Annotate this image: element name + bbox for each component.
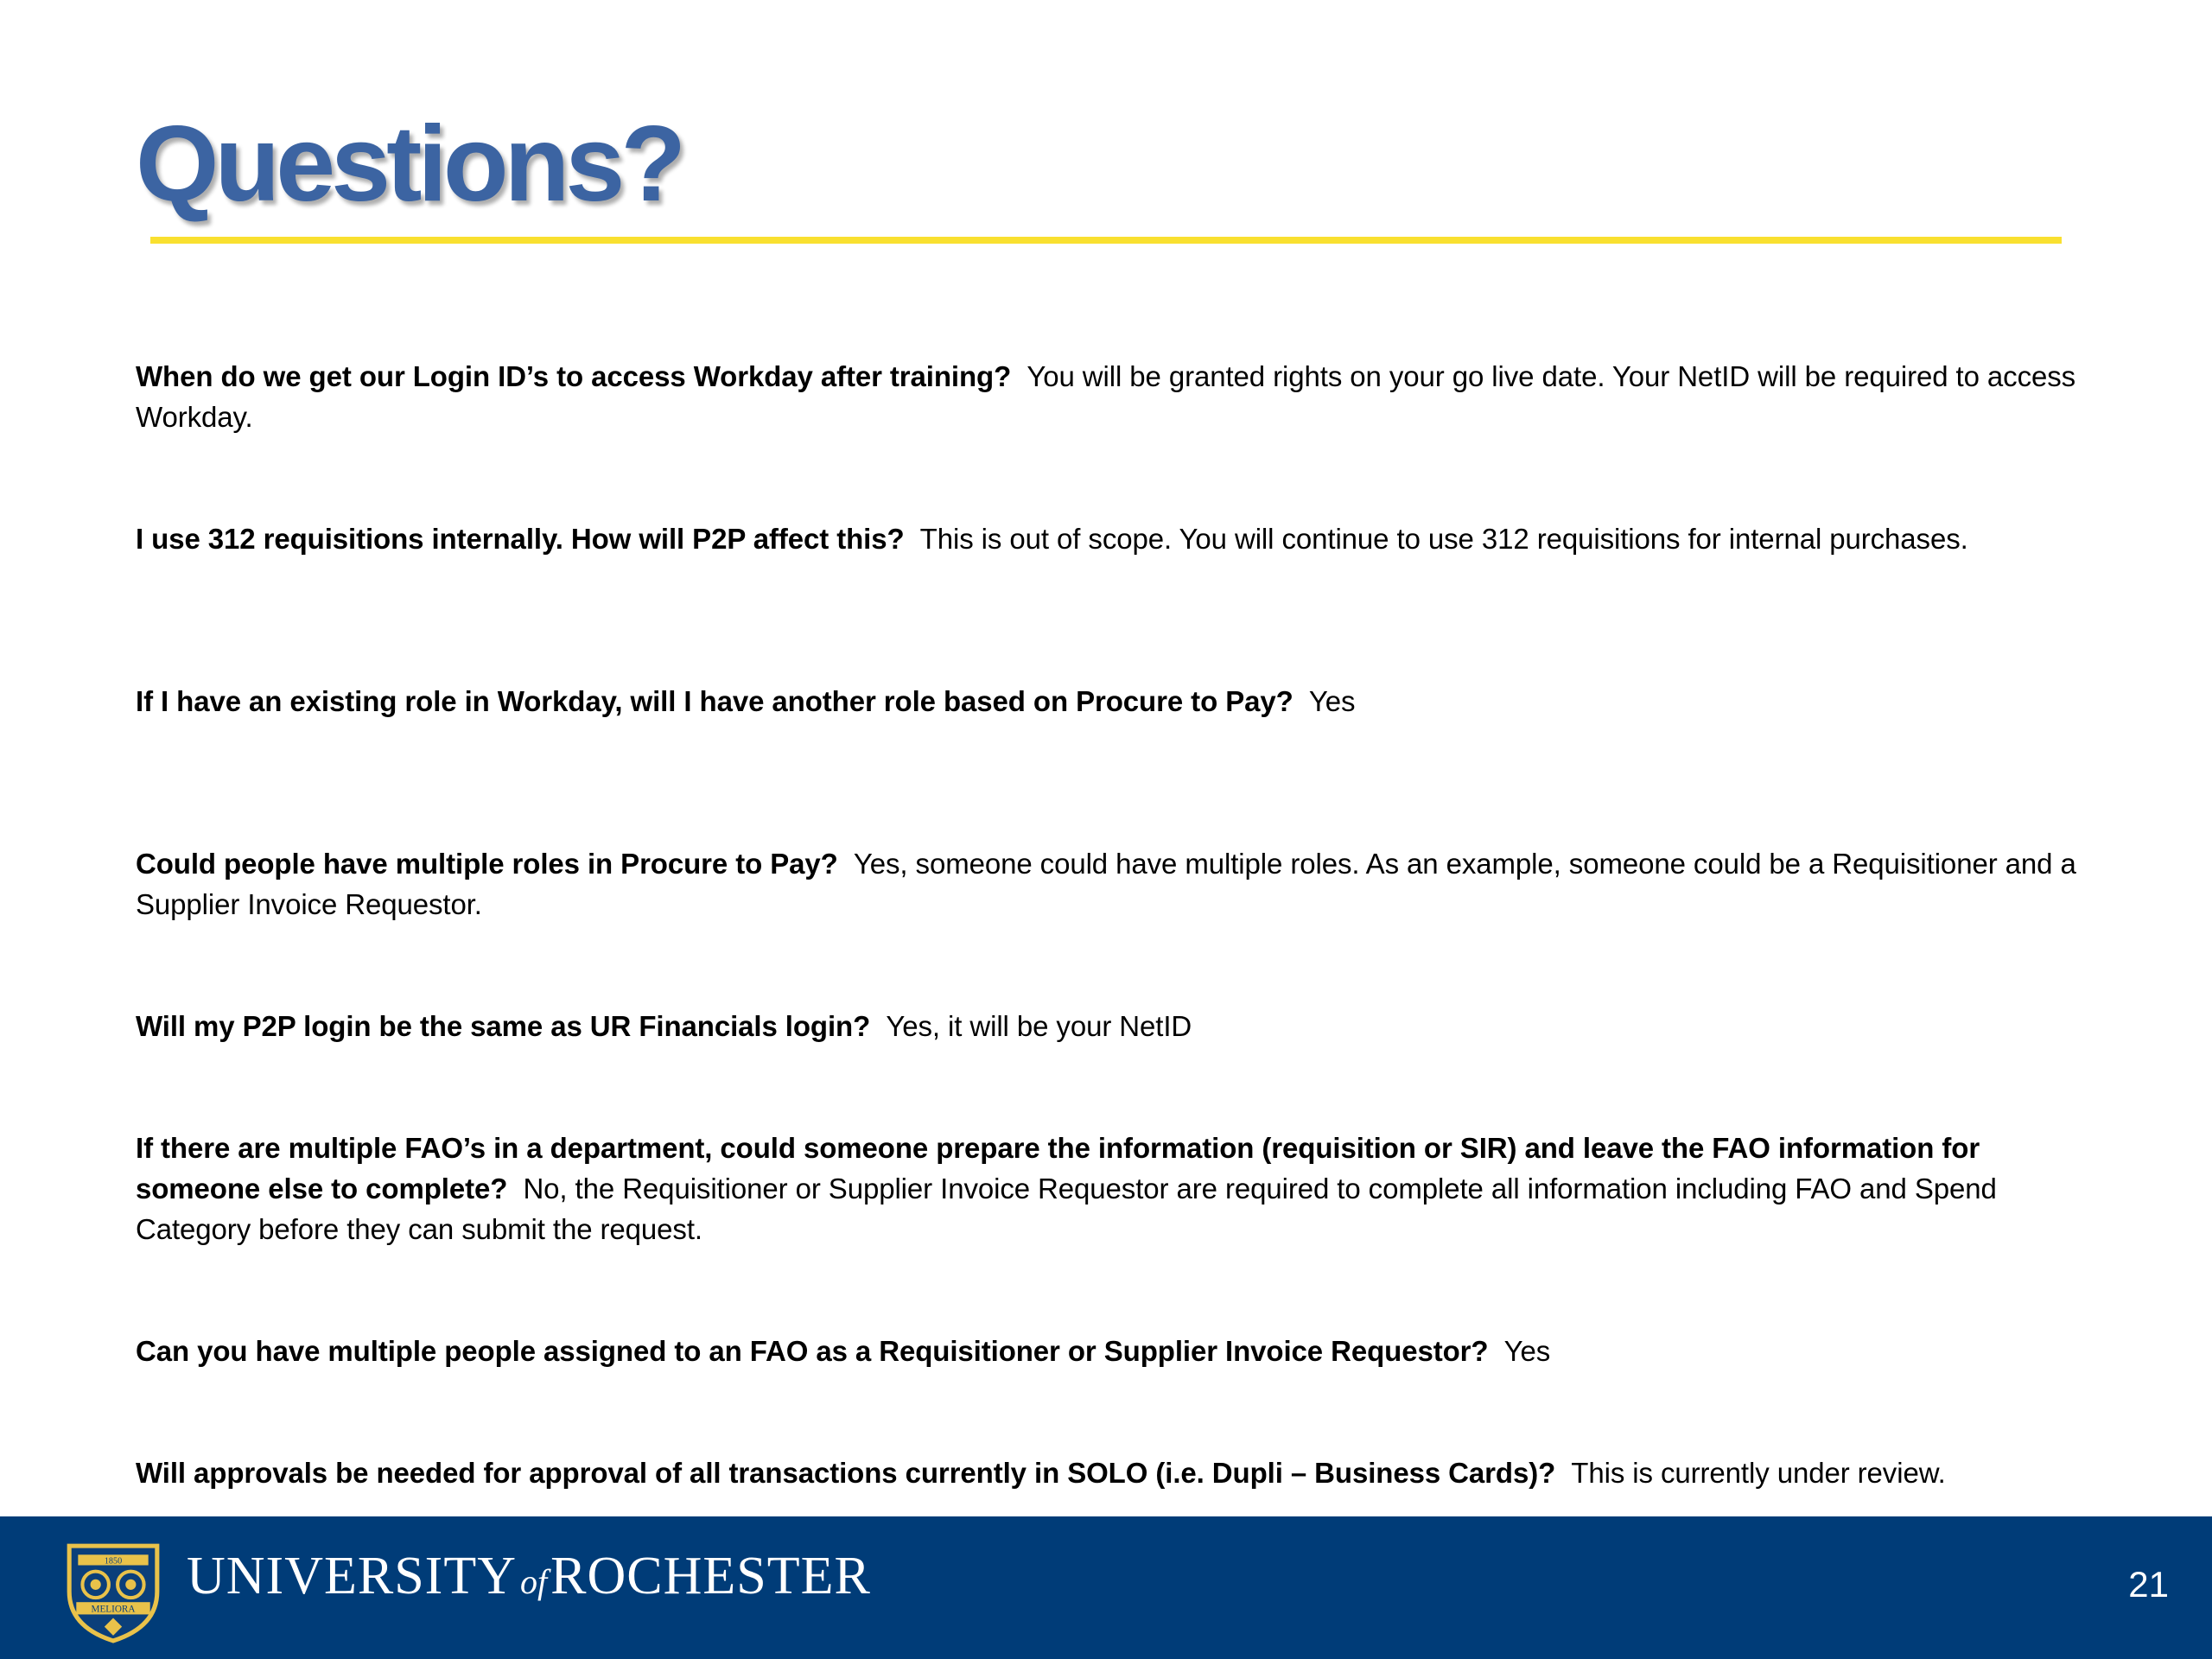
- qa-question: If there are multiple FAO’s in a department, could someone prepare the information (requisition or SIR) and leave the FAO information for someone else to complete?: [136, 1132, 1980, 1205]
- qa-question: Will my P2P login be the same as UR Financials login?: [136, 1010, 871, 1042]
- qa-item-multiple-fao: [136, 1128, 2090, 1249]
- university-seal-icon: [60, 1539, 166, 1644]
- wordmark-university: UNIVERSITY: [187, 1547, 517, 1605]
- qa-answer: Yes: [1503, 1335, 1551, 1367]
- qa-question: Will approvals be needed for approval of all transactions currently in SOLO (i.e. Dupli – Business Cards)?: [136, 1457, 1556, 1489]
- qa-answer: You will be granted rights on your go live date. Your NetID will be required to access Workday.: [136, 360, 2076, 433]
- svg-text:MELIORA: MELIORA: [91, 1604, 136, 1615]
- qa-question: Could people have multiple roles in Procure to Pay?: [136, 848, 838, 880]
- qa-question: I use 312 requisitions internally. How will P2P affect this?: [136, 523, 905, 555]
- qa-item-existing-role: [136, 681, 2090, 721]
- svg-text:1850: 1850: [104, 1556, 123, 1567]
- qa-answer: No, the Requisitioner or Supplier Invoice Requestor are required to complete all information including FAO and Spend Category before they can submit the request.: [136, 1173, 1997, 1245]
- qa-item-312-requisitions: [136, 518, 2090, 559]
- qa-answer: This is currently under review.: [1571, 1457, 1946, 1489]
- qa-answer: This is out of scope. You will continue to use 312 requisitions for internal purchases.: [919, 523, 1968, 555]
- qa-question: When do we get our Login ID’s to access Workday after training?: [136, 360, 1012, 392]
- qa-item-multiple-roles: [136, 843, 2090, 925]
- qa-item-multiple-people: [136, 1331, 2090, 1371]
- footer-bar: [0, 1516, 2212, 1659]
- slide-title: Questions?: [136, 105, 683, 224]
- qa-answer: Yes: [1308, 685, 1356, 717]
- page-number: 21: [2128, 1564, 2169, 1605]
- wordmark-of: of: [519, 1562, 548, 1601]
- qa-question: Can you have multiple people assigned to an FAO as a Requisitioner or Supplier Invoice Requestor?: [136, 1335, 1489, 1367]
- wordmark-rochester: ROCHESTER: [550, 1547, 871, 1605]
- university-wordmark: [187, 1549, 871, 1603]
- qa-answer: Yes, someone could have multiple roles. As an example, someone could be a Requisitioner and a Supplier Invoice Requestor.: [136, 848, 2076, 920]
- qa-item-login-id: [136, 356, 2090, 437]
- title-underline: [150, 237, 2062, 244]
- qa-item-approvals-solo: [136, 1452, 2090, 1493]
- qa-item-p2p-login: [136, 1006, 2090, 1046]
- qa-answer: Yes, it will be your NetID: [886, 1010, 1192, 1042]
- qa-question: If I have an existing role in Workday, will I have another role based on Procure to Pay?: [136, 685, 1294, 717]
